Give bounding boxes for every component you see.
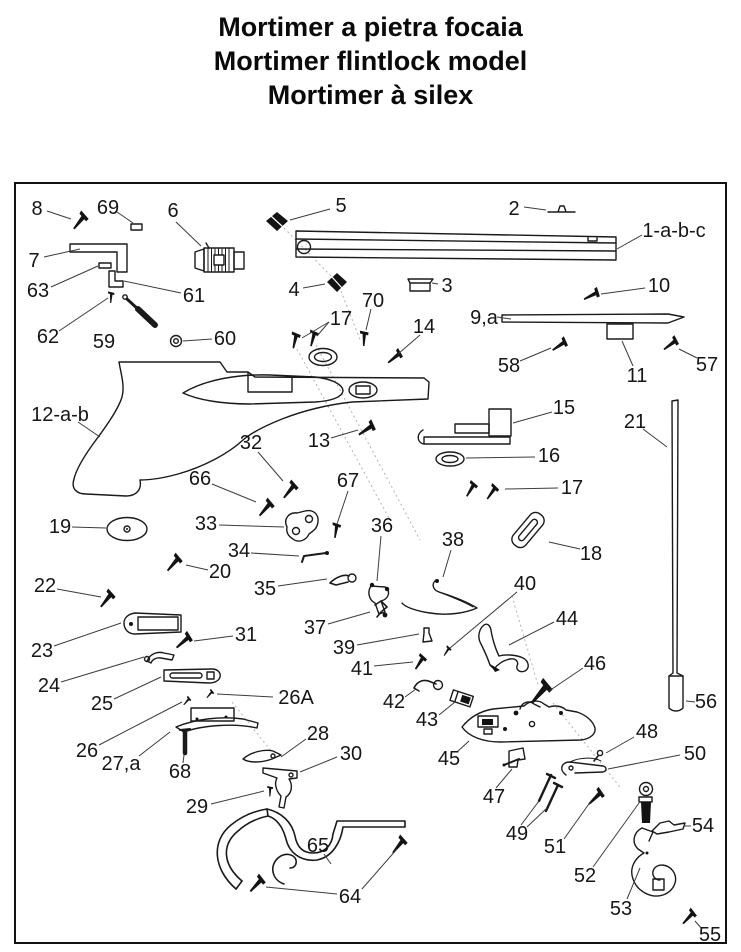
part-label-29: 29 bbox=[185, 796, 209, 818]
part-label-61: 61 bbox=[182, 285, 206, 307]
part-label-59: 59 bbox=[92, 331, 116, 353]
part-label-19: 19 bbox=[48, 516, 72, 538]
part-label-40: 40 bbox=[513, 573, 537, 595]
part-label-49: 49 bbox=[505, 823, 529, 845]
part-label-6: 6 bbox=[167, 200, 179, 222]
part-label-60: 60 bbox=[213, 328, 237, 350]
part-label-69: 69 bbox=[96, 197, 120, 219]
part-label-43: 43 bbox=[415, 709, 439, 731]
part-label-46: 46 bbox=[583, 653, 607, 675]
part-label-16: 16 bbox=[537, 445, 561, 467]
part-label-24: 24 bbox=[37, 675, 61, 697]
part-label-48: 48 bbox=[635, 721, 659, 743]
part-label-47: 47 bbox=[482, 786, 506, 808]
part-label-50: 50 bbox=[683, 743, 707, 765]
part-label-30: 30 bbox=[339, 743, 363, 765]
part-label-3: 3 bbox=[441, 275, 453, 297]
part-label-58: 58 bbox=[497, 355, 521, 377]
part-label-62: 62 bbox=[36, 326, 60, 348]
part-label-70: 70 bbox=[361, 290, 385, 312]
part-label-31: 31 bbox=[234, 624, 258, 646]
part-label-4: 4 bbox=[288, 279, 300, 301]
part-label-36: 36 bbox=[370, 515, 394, 537]
part-label-63: 63 bbox=[26, 280, 50, 302]
title-line-french: Mortimer à silex bbox=[267, 80, 474, 110]
title-line-italian: Mortimer a pietra focaia bbox=[218, 12, 523, 42]
part-label-52: 52 bbox=[573, 865, 597, 887]
part-label-32: 32 bbox=[239, 432, 263, 454]
part-label-26A: 26A bbox=[278, 687, 314, 709]
part-label-57: 57 bbox=[695, 354, 719, 376]
part-label-67: 67 bbox=[336, 470, 360, 492]
part-label-10: 10 bbox=[647, 275, 671, 297]
part-label-20: 20 bbox=[208, 561, 232, 583]
part-label-42: 42 bbox=[382, 691, 406, 713]
part-label-34: 34 bbox=[227, 540, 251, 562]
part-label-27,a: 27,a bbox=[101, 753, 141, 775]
part-label-9,a: 9,a bbox=[470, 307, 498, 329]
part-label-51: 51 bbox=[543, 836, 567, 858]
part-label-25: 25 bbox=[90, 693, 114, 715]
part-label-64: 64 bbox=[338, 886, 362, 908]
part-label-5: 5 bbox=[335, 195, 347, 217]
part-label-17: 17 bbox=[329, 308, 353, 330]
part-label-8: 8 bbox=[31, 198, 43, 220]
part-label-37: 37 bbox=[303, 617, 327, 639]
part-label-7: 7 bbox=[28, 250, 40, 272]
part-label-39: 39 bbox=[332, 637, 356, 659]
part-label-68: 68 bbox=[168, 761, 192, 783]
part-label-56: 56 bbox=[694, 691, 718, 713]
part-label-17: 17 bbox=[560, 477, 584, 499]
part-label-65: 65 bbox=[306, 835, 330, 857]
part-label-33: 33 bbox=[194, 513, 218, 535]
part-label-11: 11 bbox=[626, 365, 648, 387]
part-label-14: 14 bbox=[412, 316, 436, 338]
part-label-41: 41 bbox=[350, 658, 374, 680]
part-label-18: 18 bbox=[579, 543, 603, 565]
part-label-44: 44 bbox=[555, 608, 579, 630]
part-label-66: 66 bbox=[188, 468, 212, 490]
part-label-1-a-b-c: 1-a-b-c bbox=[642, 220, 706, 242]
part-label-26: 26 bbox=[75, 740, 99, 762]
part-label-54: 54 bbox=[691, 815, 715, 837]
part-label-45: 45 bbox=[437, 748, 461, 770]
title-line-english: Mortimer flintlock model bbox=[213, 46, 528, 76]
part-label-55: 55 bbox=[698, 924, 722, 946]
part-label-53: 53 bbox=[609, 898, 633, 920]
part-label-15: 15 bbox=[552, 397, 576, 419]
part-label-21: 21 bbox=[623, 411, 647, 433]
part-label-12-a-b: 12-a-b bbox=[31, 404, 89, 426]
part-label-38: 38 bbox=[441, 529, 465, 551]
part-label-35: 35 bbox=[253, 578, 277, 600]
part-label-22: 22 bbox=[33, 575, 57, 597]
part-label-23: 23 bbox=[30, 640, 54, 662]
part-label-2: 2 bbox=[508, 198, 520, 220]
part-label-13: 13 bbox=[307, 430, 331, 452]
part-label-28: 28 bbox=[306, 723, 330, 745]
